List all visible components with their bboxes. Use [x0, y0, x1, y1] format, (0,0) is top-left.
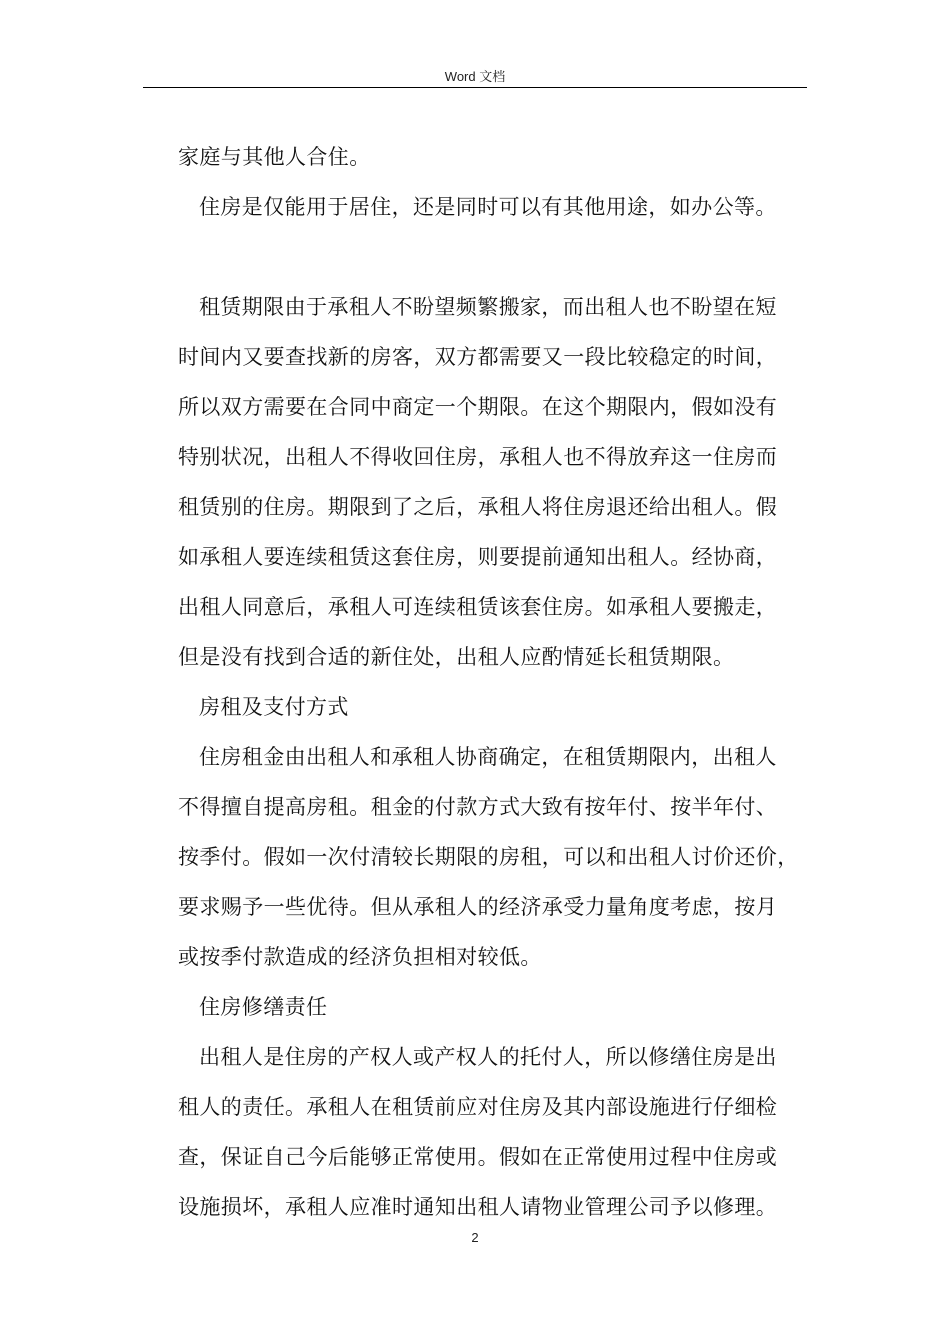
text-line: 所以双方需要在合同中商定一个期限。在这个期限内，假如没有 — [178, 395, 778, 419]
page-header: Word 文档 — [444, 69, 506, 84]
text-line: 特别状况，出租人不得收回住房，承租人也不得放弃这一住房而 — [178, 445, 778, 469]
text-line: 但是没有找到合适的新住处，出租人应酌情延长租赁期限。 — [178, 645, 735, 669]
text-line: 不得擅自提高房租。租金的付款方式大致有按年付、按半年付、 — [178, 795, 778, 819]
section-heading-repair: 住房修缮责任 — [199, 995, 328, 1019]
paragraph-rent-start: 住房租金由出租人和承租人协商确定，在租赁期限内，出租人 — [199, 745, 777, 769]
page-number: 2 — [471, 1230, 479, 1245]
text-line: 家庭与其他人合住。 — [178, 145, 371, 169]
paragraph-repair-start: 出租人是住房的产权人或产权人的托付人，所以修缮住房是出 — [199, 1045, 777, 1069]
header-divider — [143, 87, 807, 88]
document-body — [178, 132, 800, 1232]
paragraph-lease-term-start: 租赁期限由于承租人不盼望频繁搬家，而出租人也不盼望在短 — [199, 295, 777, 319]
text-line: 查，保证自己今后能够正常使用。假如在正常使用过程中住房或 — [178, 1145, 778, 1169]
text-line: 出租人同意后，承租人可连续租赁该套住房。如承租人要搬走， — [178, 595, 778, 619]
text-line: 按季付。假如一次付清较长期限的房租，可以和出租人讨价还价， — [178, 845, 799, 869]
paragraph-usage: 住房是仅能用于居住，还是同时可以有其他用途，如办公等。 — [199, 195, 777, 219]
text-line: 租人的责任。承租人在租赁前应对住房及其内部设施进行仔细检 — [178, 1095, 778, 1119]
text-line: 要求赐予一些优待。但从承租人的经济承受力量角度考虑，按月 — [178, 895, 778, 919]
text-line: 如承租人要连续租赁这套住房，则要提前通知出租人。经协商， — [178, 545, 778, 569]
text-line: 设施损坏，承租人应准时通知出租人请物业管理公司予以修理。 — [178, 1195, 778, 1219]
blank-line — [178, 232, 800, 282]
text-line: 租赁别的住房。期限到了之后，承租人将住房退还给出租人。假 — [178, 495, 778, 519]
section-heading-rent-payment: 房租及支付方式 — [199, 695, 349, 719]
text-line: 或按季付款造成的经济负担相对较低。 — [178, 945, 542, 969]
text-line: 时间内又要查找新的房客，双方都需要又一段比较稳定的时间， — [178, 345, 778, 369]
